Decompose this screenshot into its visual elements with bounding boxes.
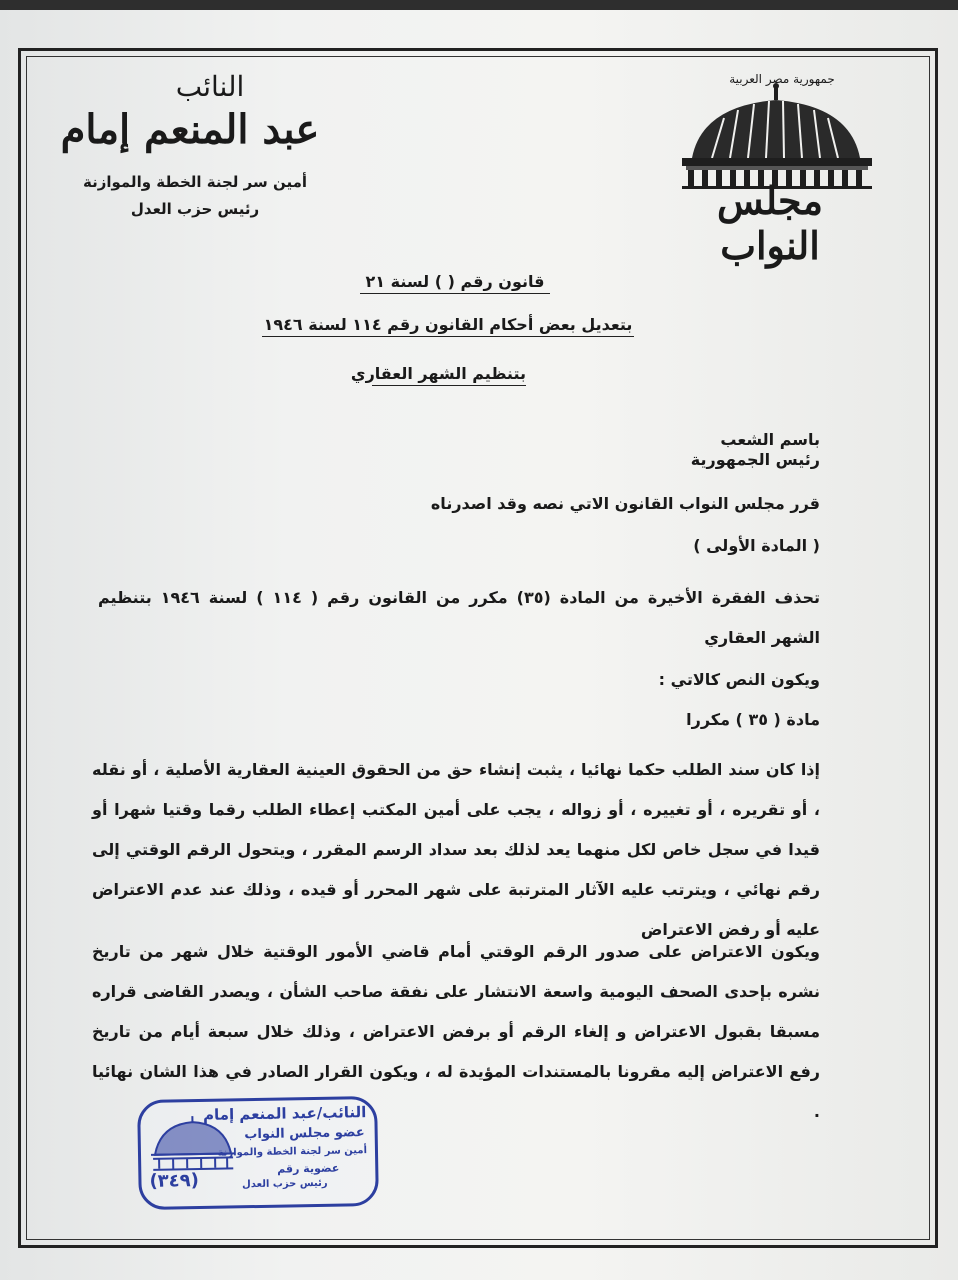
article-one-heading: ( المادة الأولى ) — [693, 536, 820, 555]
deputy-title: النائب — [175, 70, 245, 103]
law-title: قانون رقم ( ) لسنة ٢١ — [360, 272, 550, 294]
subject-title: بتنظيم الشهر العقاري — [372, 364, 526, 386]
president-line: رئيس الجمهورية — [690, 450, 820, 469]
amendment-title: بتعديل بعض أحكام القانون رقم ١١٤ لسنة ١٩٤٦ — [262, 315, 634, 337]
deputy-stamp — [137, 1096, 379, 1210]
document-page — [0, 10, 958, 1280]
article-paragraph-1: إذا كان سند الطلب حكما نهائيا ، يثبت إنشاء حق من الحقوق العينية العقارية الأصلية ، أو نقله ، أو تقريره ، أو تغييره ، أو زواله ، يجب على أمين المكتب إعطاء الطلب رقما وقتيا شهرا أو قيدا في سجل خاص لكل منهما يعد لذلك بعد سداد الرسم المقرر ، ويتحول الرقم الوقتي إلى رقم نهائي ، ويترتب عليه الآثار المترتبة على شهر المحرر أو قيده ، وذلك عند عدم الاعتراض عليه أو رفض الاعتراض — [92, 760, 820, 939]
stamp-membership-label: عضوية رقم — [277, 1161, 340, 1176]
deputy-role-committee: أمين سر لجنة الخطة والموازنة — [82, 173, 308, 191]
article-35-heading: مادة ( ٣٥ ) مكررا — [686, 710, 820, 729]
stamp-membership-number: (٣٤٩) — [149, 1170, 200, 1192]
stamp-member: عضو مجلس النواب — [244, 1125, 365, 1143]
in-name-of-people: باسم الشعب — [720, 430, 820, 449]
decision-line: قرر مجلس النواب القانون الاتي نصه وقد اصدرناه — [430, 494, 820, 513]
article-paragraph-2: ويكون الاعتراض على صدور الرقم الوقتي أمام قاضي الأمور الوقتية خلال شهر من تاريخ نشره بإحدى الصحف اليومية واسعة الانتشار على نفقة صاحب الشأن ، ويصدر القاضى قراره مسبقا بقبول الاعتراض و إلغاء الرقم أو برفض الاعتراض ، وذلك خلال سبعة أيام من تاريخ رفع الاعتراض إليه مقرونا بالمستندات المؤيدة له ، ويكون القرار الصادر في هذا الشان نهائيا . — [92, 942, 820, 1121]
stamp-committee: أمين سر لجنة الخطة والموازنة — [217, 1145, 368, 1159]
republic-label: جمهورية مصر العربية — [729, 72, 835, 86]
deputy-name: عبد المنعم إمام — [60, 106, 320, 153]
deputy-role-party: رئيس حزب العدل — [130, 200, 260, 218]
deletion-paragraph: تحذف الفقرة الأخيرة من المادة (٣٥) مكرر من القانون رقم ( ١١٤ ) لسنة ١٩٤٦ بتنظيم الشهر العقاري — [98, 588, 821, 647]
text-as-follows: ويكون النص كالاتي : — [658, 670, 820, 689]
parliament-name: مجلس النواب — [717, 178, 823, 268]
stamp-name: النائب/عبد المنعم إمام — [202, 1103, 367, 1124]
stamp-party: رئيس حزب العدل — [242, 1177, 328, 1191]
